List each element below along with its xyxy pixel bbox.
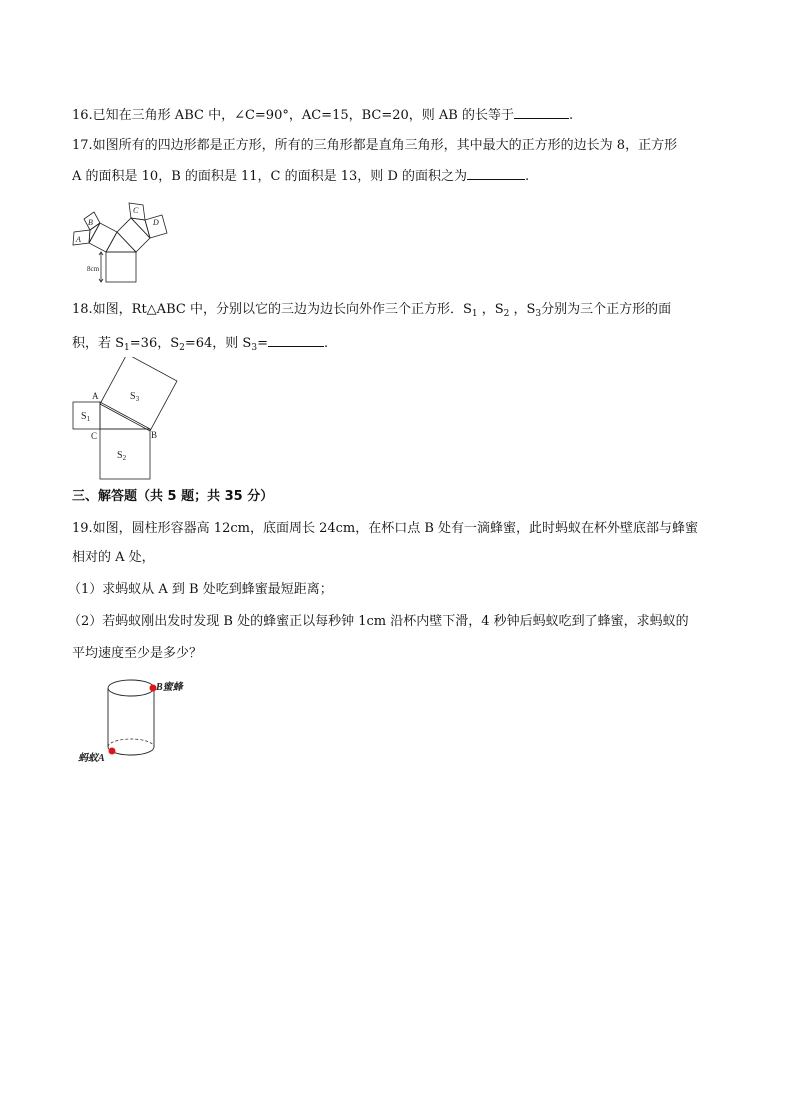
square-s3 xyxy=(100,357,177,431)
lower-triangle xyxy=(106,232,136,252)
q18-sub-2: 2 xyxy=(503,309,510,319)
label-s2: $S_2$ xyxy=(117,450,127,462)
question-19-part-1: （1）求蚂蚁从 A 到 B 处吃到蜂蜜最短距离； xyxy=(68,582,333,597)
q18-l2-d: = xyxy=(257,336,268,351)
vertex-b: B xyxy=(151,430,158,440)
question-19-part-2-line-2: 平均速度至少是多少？ xyxy=(72,646,203,661)
q18-l2-sub-1: 1 xyxy=(124,343,130,353)
question-17-line-1: 17.如图所有的四边形都是正方形，所有的三角形都是直角三角形，其中最大的正方形的边长为 8，正方形 xyxy=(72,138,678,153)
cylinder-top xyxy=(108,680,154,696)
q18-end: . xyxy=(323,336,329,351)
answer-blank-17[interactable] xyxy=(467,165,525,180)
section-heading: 三、解答题（共 5 题；共 35 分） xyxy=(72,489,274,504)
label-c: C xyxy=(133,206,139,215)
label-s3: $S_3$ xyxy=(130,391,140,403)
question-16 xyxy=(72,104,573,126)
ant-point-a xyxy=(109,748,116,755)
q18-text-b: ，S xyxy=(481,302,504,317)
question-19-part-2-line-1: （2）若蚂蚁刚出发时发现 B 处的蜂蜜正以每秒钟 1cm 沿杯内壁下滑，4 秒钟后蚂蚁吃到了蜂蜜，求蚂蚁的 xyxy=(68,614,689,629)
question-16-end: . xyxy=(569,108,574,123)
vertex-a: A xyxy=(92,391,99,401)
question-18-line-2 xyxy=(72,332,328,354)
q18-l2-sub-3: 3 xyxy=(251,343,258,353)
q18-text-a: 18.如图，Rt△ABC 中，分别以它的三边为边长向外作三个正方形．S xyxy=(72,302,472,317)
q18-l2-b: =36，S xyxy=(129,336,180,351)
question-16-text: 16.已知在三角形 ABC 中，∠C=90°，AC=15，BC=20，则 AB 的长等于 xyxy=(72,108,514,123)
label-s1: $S_1$ xyxy=(81,411,91,423)
label-b: B xyxy=(88,218,93,227)
answer-blank-18[interactable] xyxy=(268,332,324,347)
label-d: D xyxy=(153,218,159,227)
cylinder-bottom-back xyxy=(108,739,154,747)
question-19-line-2: 相对的 A 处， xyxy=(72,550,155,565)
label-a: A xyxy=(76,235,81,244)
figure-18-squares xyxy=(70,357,195,481)
question-19-line-1: 19.如图，圆柱形容器高 12cm，底面周长 24cm，在杯口点 B 处有一滴蜂蜜，此时蚂蚁在杯外壁底部与蜂蜜 xyxy=(72,521,699,536)
big-square xyxy=(106,252,136,282)
right-triangle xyxy=(100,402,150,429)
figure-19-cylinder xyxy=(76,674,226,766)
question-17-line-2 xyxy=(72,165,529,187)
q18-l2-a: 积，若 S xyxy=(72,336,125,351)
q18-l2-sub-2: 2 xyxy=(179,343,185,353)
question-18-line-1 xyxy=(72,300,671,320)
q18-text-c: ，S xyxy=(513,302,536,317)
label-8cm: 8cm xyxy=(87,265,100,273)
q18-text-d: 分别为三个正方形的面 xyxy=(541,302,672,317)
right-mid-square xyxy=(117,218,150,252)
label-ant-a: 蚂蚁A xyxy=(78,753,105,764)
figure-17-squares xyxy=(70,198,180,284)
question-17-end: . xyxy=(525,169,530,184)
answer-blank-16[interactable] xyxy=(514,104,569,119)
q18-sub-3: 3 xyxy=(535,309,542,319)
question-17-line-2-text: A 的面积是 10，B 的面积是 11，C 的面积是 13，则 D 的面积之为 xyxy=(72,169,467,184)
vertex-c: C xyxy=(91,431,98,441)
q18-sub-1: 1 xyxy=(471,309,478,319)
q18-l2-c: =64，则 S xyxy=(184,336,252,351)
label-b-honey: B蜜蜂 xyxy=(156,682,183,693)
